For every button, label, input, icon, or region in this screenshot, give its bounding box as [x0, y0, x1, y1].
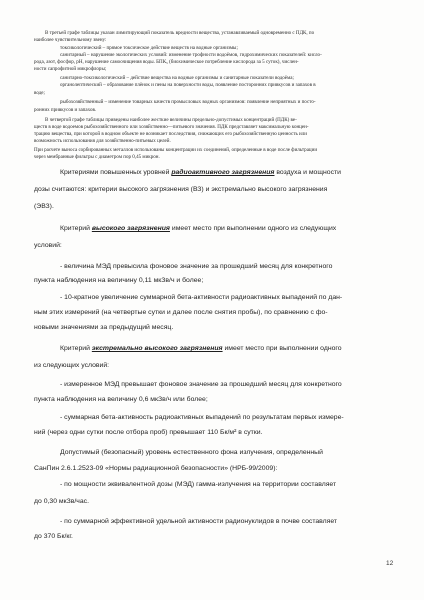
text-line: наиболее чувствительному звену: [34, 37, 107, 43]
paragraph-line: - по суммарной эффективной удельной активности радионуклидов в почве составляет [60, 518, 338, 525]
text-line: рода, азот, фосфор, pH, нарушение самоочищения воды. БПК₅ (биохимическое потребление кислорода за 5 суток), числен- [34, 59, 299, 65]
paragraph-line: дозы считаются: критерии высокого загрязнения (ВЗ) и экстремально высокого загрязнения [34, 186, 328, 193]
text-line: органолептический – образование плёнок и пены на поверхности воды, появление посторонних привкусов и запахов в [60, 82, 316, 88]
text-line: воде; [34, 90, 45, 96]
paragraph-line [60, 224, 336, 233]
text-run: Критериями повышенных уровней [60, 169, 172, 176]
text-line: через мембранные фильтры с диаметром пор 0,45 микрон. [34, 154, 160, 160]
paragraph-line: ным этих измерений (на четвертые сутки и далее после снятия пробы), по сравнению с фо- [34, 309, 328, 316]
emphasis-text: экстремально высокого загрязнения [91, 345, 223, 352]
paragraph-line: - суммарная бета-активность радиоактивных выпадений по результатам первых измере- [60, 414, 344, 421]
text-line: санитарно-токсикологический – действие вещества на водные организмы и санитарные показатели водоёма; [60, 75, 294, 81]
paragraph-line [60, 168, 341, 177]
paragraph-line: до 0,30 мкЗв/час. [34, 498, 89, 505]
emphasis-text: высокого загрязнения [91, 225, 170, 232]
paragraph-line: из следующих условий: [34, 362, 110, 369]
paragraph-line: до 370 Бк/кг. [34, 533, 73, 540]
text-run: имеет место при выполнении одного [222, 345, 342, 352]
paragraph-line: (ЭВЗ). [34, 203, 54, 210]
text-run: воздуха и мощности [274, 169, 341, 176]
paragraph-line: условий: [34, 242, 62, 249]
paragraph-line: СанПин 2.6.1.2523-09 «Нормы радиационной безопасности» (НРБ-99/2009): [34, 465, 278, 472]
text-line: санитарный – нарушение экологических условий: изменение трофности водоёмов, гидрохимических показателей: кисло- [60, 52, 322, 58]
text-run: Критерий [60, 345, 92, 352]
text-line: ществ в воде водоемов рыбохозяйственного или хозяйственно—питьевого значения. ПДК представляет максимальную концен- [34, 124, 309, 130]
text-line: В четвертой графе таблицы приведены наиболее жесткие величины предельно-допустимых концентраций (ПДК) ве- [45, 117, 297, 123]
emphasis-text: радиоактивного загрязнения [171, 169, 275, 176]
paragraph-line: - величина МЭД превысила фоновое значение за прошедший месяц для конкретного [60, 263, 333, 270]
paragraph-line: ний (через одни сутки после отбора проб) превышает 110 Бк/м² в сутки. [34, 429, 263, 436]
text-line: возможность использования для хозяйственно-питьевых целей. [34, 138, 171, 144]
text-line: В третьей графе таблицы указан лимитирующий показатель вредности вещества, устанавливаемый одновременно с ПДК, по [45, 30, 315, 36]
paragraph-line: пункта наблюдения на величину 0,11 мкЗв/ч и более; [34, 277, 204, 284]
paragraph-line: Допустимый (безопасный) уровень естественного фона излучения, определенный [60, 449, 323, 456]
text-run: Критерий [60, 225, 92, 232]
text-line: ности сапрофитной микрофлоры; [34, 66, 107, 72]
paragraph-line [60, 344, 342, 353]
text-line: трацию вещества, при которой в водном объекте не возникает последствия, снижающих его рыбохозяйственную ценность или [34, 131, 307, 137]
text-line: ронних привкусов и запахов. [34, 107, 97, 113]
paragraph-line: - измеренное МЭД превышает фоновое значение за прошедший месяц для конкретного [60, 381, 342, 388]
text-run: имеет место при выполнении одного из следующих [169, 225, 337, 232]
page-number: 12 [386, 560, 394, 567]
paragraph-line: новыми значениями за предыдущий месяц. [34, 324, 174, 331]
paragraph-line: пункта наблюдения на величину 0,6 мкЗв/ч или более; [34, 396, 208, 403]
text-line: При расчете выноса сорбированных металлов использованы концентрации их соединений, определенные в воде после фильтрации [34, 147, 318, 153]
text-line: рыбохозяйственный – изменение товарных качеств промысловых водных организмов: появление неприятных и посто- [60, 99, 316, 105]
paragraph-line: - 10-кратное увеличение суммарной бета-активности радиоактивных выпадений по дан- [60, 294, 343, 301]
paragraph-line: - по мощности эквивалентной дозы (МЭД) гамма-излучения на территории составляет [60, 481, 337, 488]
text-line: токсикологический – прямое токсическое действие веществ на водные организмы; [60, 45, 238, 51]
